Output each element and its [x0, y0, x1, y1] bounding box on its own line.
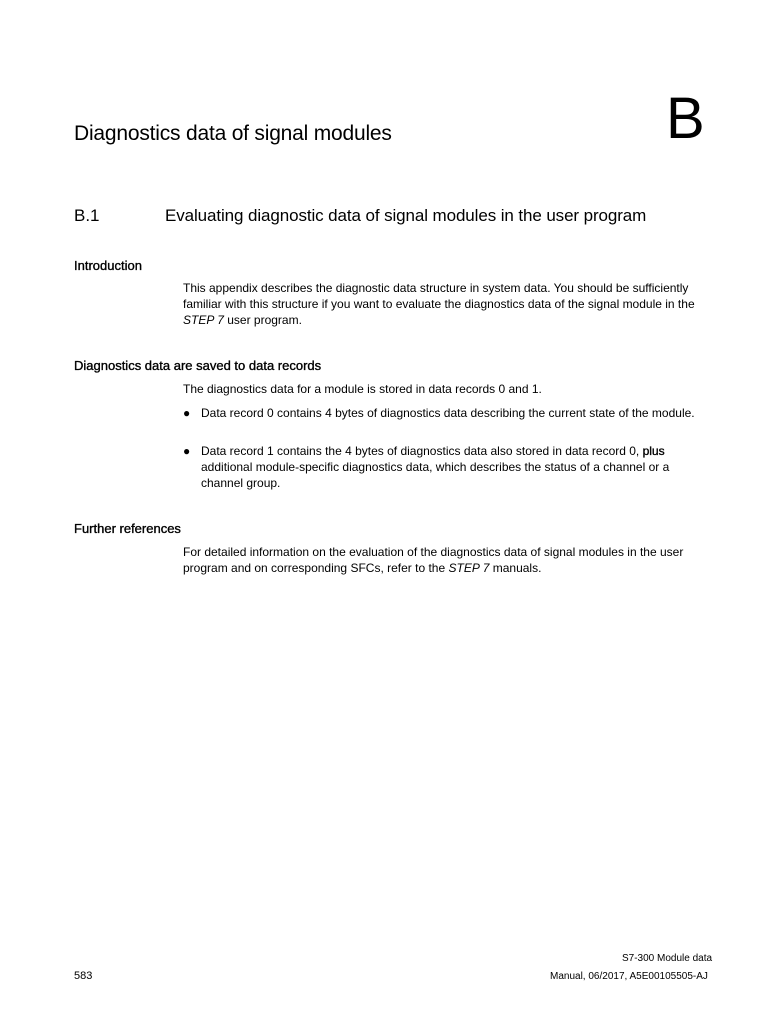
bullet-item-1-text: Data record 0 contains 4 bytes of diagnostics data describing the current state of the module. — [201, 406, 695, 420]
records-paragraph: The diagnostics data for a module is stored in data records 0 and 1. — [183, 382, 542, 396]
bullet-2-text-after: additional module-specific diagnostics data, which describes the status of a channel or a channel group. — [201, 460, 670, 490]
bullet-2-plus-bold: plus — [642, 444, 665, 458]
references-text-after: manuals. — [489, 561, 542, 575]
records-heading: Diagnostics data are saved to data records — [74, 358, 322, 373]
bullet-2-text-before: Data record 1 contains the 4 bytes of diagnostics data also stored in data record 0, — [201, 444, 643, 458]
bullet-dot-icon: ● — [183, 444, 191, 458]
references-step7-italic: STEP 7 — [448, 561, 490, 575]
footer-page-number: 583 — [74, 970, 93, 982]
introduction-text-after: user program. — [223, 313, 302, 327]
references-heading: Further references — [74, 521, 181, 536]
chapter-letter: B — [666, 86, 705, 151]
section-title: Evaluating diagnostic data of signal modules in the user program — [165, 206, 647, 225]
references-text-before: For detailed information on the evaluation of the diagnostics data of signal modules in the user program and on corresponding SFCs, refer to the — [183, 545, 684, 575]
introduction-heading: Introduction — [74, 258, 142, 273]
chapter-title: Diagnostics data of signal modules — [74, 122, 392, 145]
introduction-text-before: This appendix describes the diagnostic data structure in system data. You should be sufficiently familiar with this structure if you want to evaluate the diagnostics data of the signal module in the — [183, 281, 695, 311]
footer-doc-info: Manual, 06/2017, A5E00105505-AJ — [550, 971, 708, 982]
section-number: B.1 — [74, 206, 100, 225]
introduction-step7-italic: STEP 7 — [183, 313, 224, 327]
references-paragraph — [183, 544, 713, 576]
bullet-item-1 — [183, 405, 713, 421]
bullet-item-2-text — [201, 443, 713, 491]
footer-doc-title: S7-300 Module data — [622, 953, 713, 964]
introduction-paragraph — [183, 280, 713, 328]
bullet-item-2 — [183, 443, 713, 491]
bullet-dot-icon: ● — [183, 406, 191, 420]
